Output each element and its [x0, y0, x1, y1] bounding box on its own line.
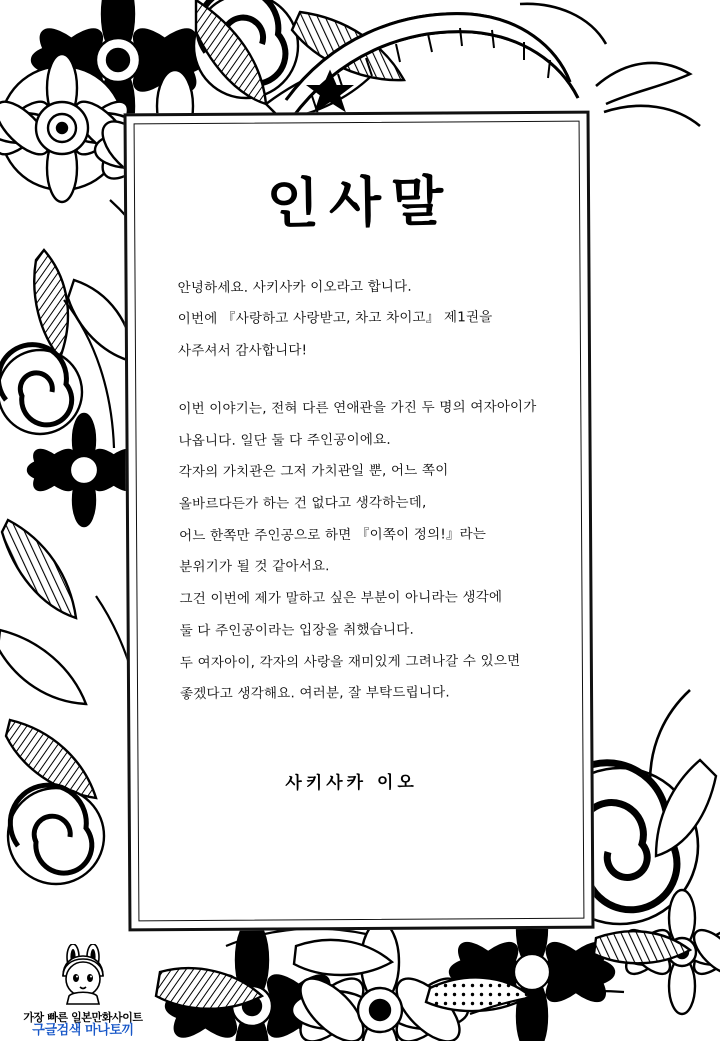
greeting-letter-card	[124, 111, 595, 932]
author-signature: 사키사카 이오	[285, 772, 418, 794]
rabbit-mascot-icon	[8, 944, 158, 1010]
letter-paragraph-1	[177, 271, 544, 368]
letter-line: 어느 한쪽만 주인공으로 하면 『이쪽이 정의!』라는	[179, 525, 487, 544]
star-icon	[309, 72, 351, 110]
watermark-line-1: 가장 빠른 일본만화사이트	[23, 1011, 143, 1024]
letter-title: 인사말	[266, 169, 454, 236]
letter-line: 안녕하세요. 사키사카 이오라고 합니다.	[177, 278, 412, 296]
letter-line: 올바르다든가 하는 건 없다고 생각하는데,	[178, 494, 427, 513]
letter-line: 좋겠다고 생각해요. 여러분, 잘 부탁드립니다.	[180, 684, 450, 703]
letter-line: 이번 이야기는, 전혀 다른 연애관을 가진 두 명의 여자아이가	[178, 398, 537, 417]
site-watermark	[8, 944, 158, 1037]
letter-line: 이번에 『사랑하고 사랑받고, 차고 차이고』 제1권을	[177, 309, 493, 328]
letter-paragraph-2	[178, 392, 546, 711]
letter-line: 나옵니다. 일단 둘 다 주인공이에요.	[178, 431, 391, 449]
letter-body	[177, 271, 546, 712]
letter-line: 둘 다 주인공이라는 입장을 취했습니다.	[179, 621, 415, 639]
letter-line: 두 여자아이, 각자의 사랑을 재미있게 그려나갈 수 있으면	[179, 652, 521, 671]
letter-line: 분위기가 될 것 같아서요.	[179, 558, 330, 576]
letter-line: 그건 이번에 제가 말하고 싶은 부분이 아니라는 생각에	[179, 589, 503, 608]
letter-line: 사주셔서 감사합니다!	[177, 342, 308, 360]
letter-line: 각자의 가치관은 그저 가치관일 뿐, 어느 쪽이	[178, 462, 449, 481]
letter-content	[135, 122, 584, 921]
watermark-line-2: 구글검색 마나토끼	[32, 1023, 134, 1038]
letter-inner-border	[134, 121, 585, 922]
